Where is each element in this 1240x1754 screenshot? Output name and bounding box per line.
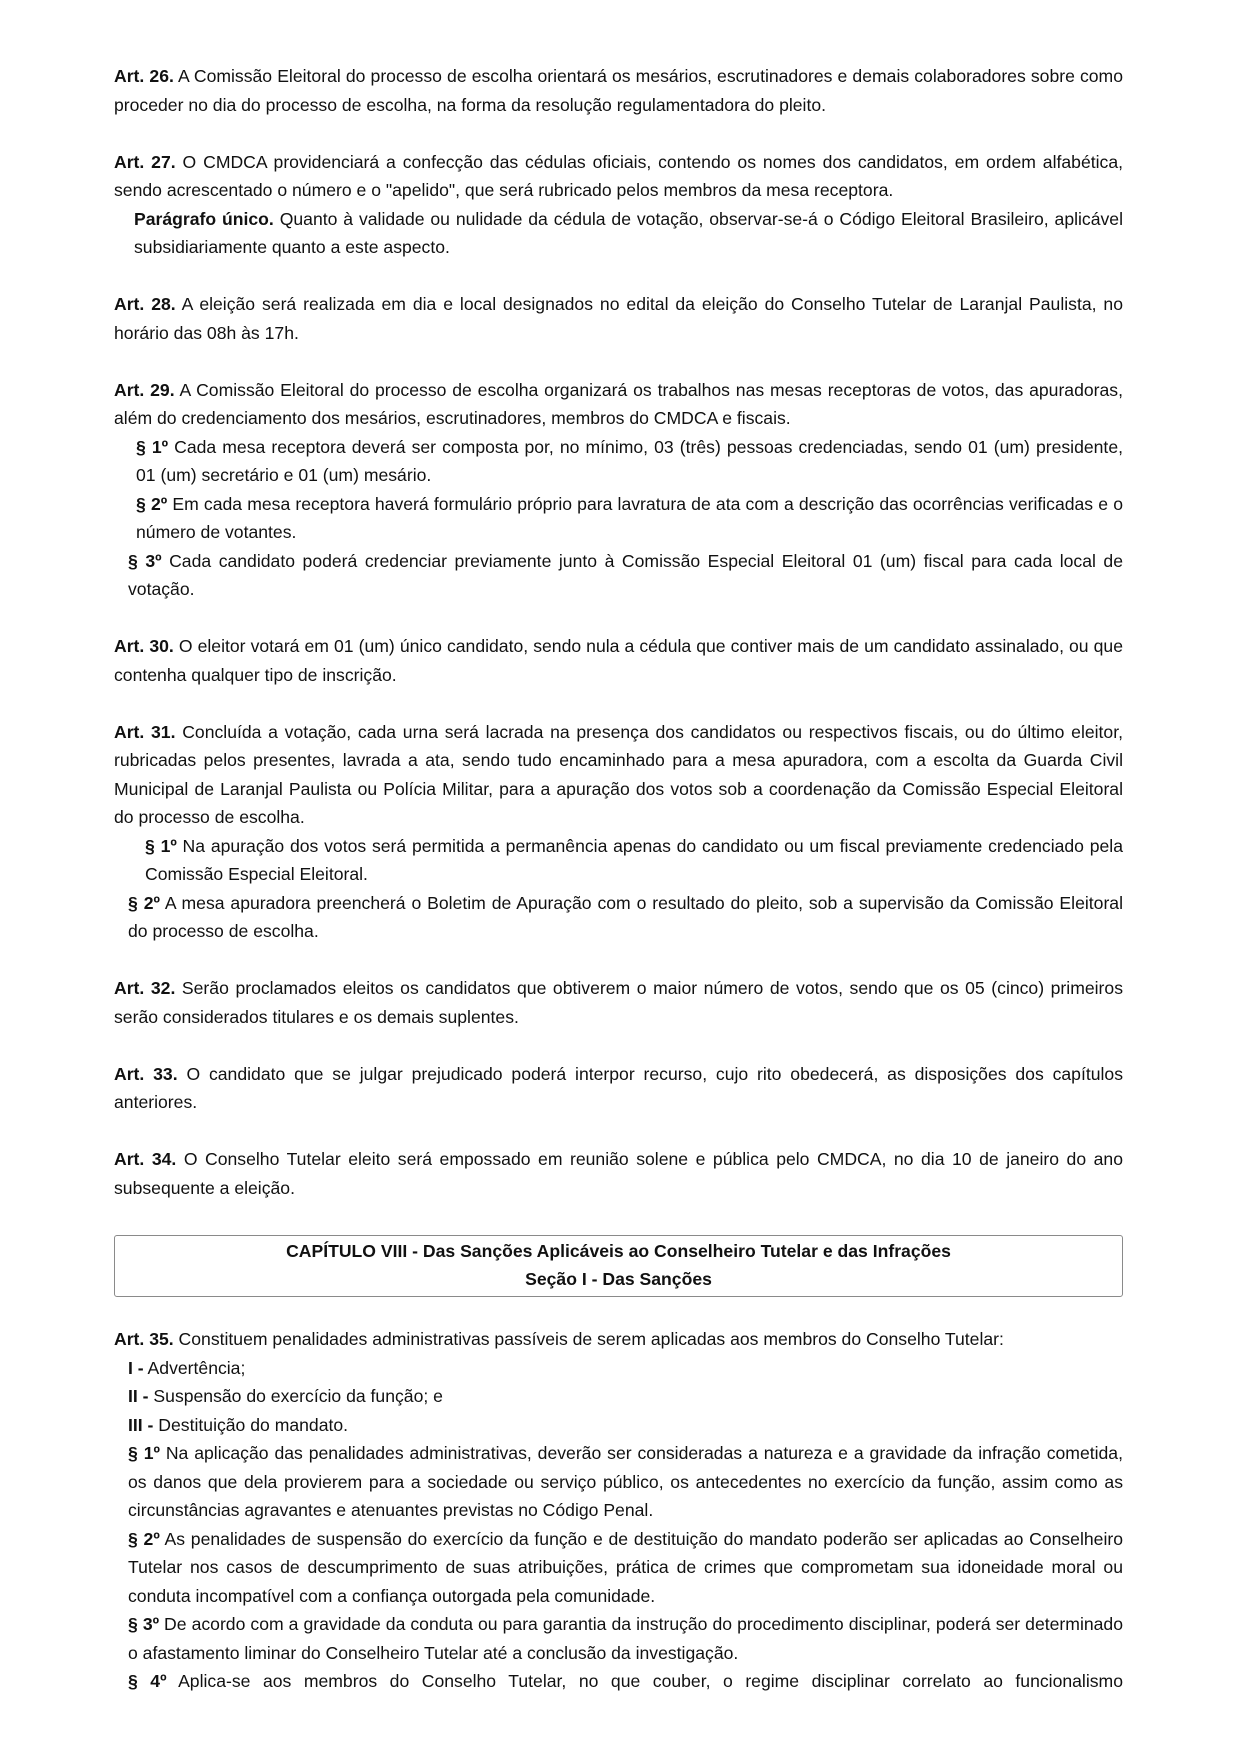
article-28 [114,290,1123,347]
item-label: III - [128,1414,154,1435]
article-number: Art. 28. [114,294,176,314]
paragraph-text: De acordo com a gravidade da conduta ou para garantia da instrução do procedimento disciplinar, poderá ser determinado o afastamento liminar do Conselheiro Tutelar até a conclusão da investigação. [128,1614,1123,1663]
article-27 [114,148,1123,205]
article-29 [114,376,1123,433]
paragraph-text: Na aplicação das penalidades administrativas, deverão ser consideradas a natureza e a gravidade da infração cometida, os danos que dela provierem para a sociedade ou serviço público, os antecedentes no exercício da função, assim como as circunstâncias agravantes e atenuantes previstas no Código Penal. [128,1443,1123,1520]
article-number: Art. 29. [114,379,175,400]
article-29-paragraph-3 [114,547,1123,604]
paragraph-label: § 1º [136,436,169,457]
paragraph-text: Aplica-se aos membros do Conselho Tutelar, no que couber, o regime disciplinar correlato ao funcionalismo [166,1671,1123,1691]
paragraph-text: Na apuração dos votos será permitida a permanência apenas do candidato ou um fiscal previamente credenciado pela Comissão Especial Eleitoral. [145,835,1123,884]
article-text: A eleição será realizada em dia e local designados no edital da eleição do Conselho Tutelar de Laranjal Paulista, no horário das 08h às 17h. [114,294,1123,343]
paragraph-label: § 2º [136,493,168,514]
article-text: O eleitor votará em 01 (um) único candidato, sendo nula a cédula que contiver mais de um candidato assinalado, ou que contenha qualquer tipo de inscrição. [114,636,1123,685]
article-31-paragraph-2 [114,889,1123,946]
paragraph-label: § 3º [128,1614,160,1634]
article-35-paragraph-2 [114,1525,1123,1611]
item-label: I - [128,1357,144,1378]
article-35-item-3 [114,1411,1123,1440]
article-35-item-1 [114,1354,1123,1383]
paragraph-label: § 2º [128,892,160,913]
paragraph-text: Cada mesa receptora deverá ser composta por, no mínimo, 03 (três) pessoas credenciadas, sendo 01 (um) presidente, 01 (um) secretário e 01 (um) mesário. [136,436,1123,485]
article-32 [114,974,1123,1031]
article-number: Art. 27. [114,151,176,172]
item-label: II - [128,1386,149,1406]
article-text: Serão proclamados eleitos os candidatos que obtiverem o maior número de votos, sendo que os 05 (cinco) primeiros serão considerados titulares e os demais suplentes. [114,978,1123,1027]
article-35-paragraph-3 [114,1610,1123,1667]
paragraph-label: § 1º [145,835,177,856]
article-26 [114,62,1123,119]
paragraph-label: Parágrafo único. [134,208,274,229]
article-27-sole-paragraph [114,205,1123,262]
article-35-paragraph-4 [114,1667,1123,1696]
article-31 [114,718,1123,832]
chapter-heading-box [114,1235,1123,1297]
article-number: Art. 33. [114,1063,178,1084]
article-29-paragraph-1 [114,433,1123,490]
document-page [114,62,1123,1696]
article-text: Concluída a votação, cada urna será lacrada na presença dos candidatos ou respectivos fiscais, ou do último eleitor, rubricadas pelos presentes, lavrada a ata, sendo tudo encaminhado para a mesa apuradora, com a escolta da Guarda Civil Municipal de Laranjal Paulista ou Polícia Militar, para a apuração dos votos sob a coordenação da Comissão Especial Eleitoral do processo de escolha. [114,721,1123,827]
paragraph-label: § 2º [128,1528,160,1549]
article-text: O candidato que se julgar prejudicado poderá interpor recurso, cujo rito obedecerá, as disposições dos capítulos anteriores. [114,1063,1124,1112]
paragraph-text: Cada candidato poderá credenciar previamente junto à Comissão Especial Eleitoral 01 (um) fiscal para cada local de votação. [128,550,1123,599]
article-text: O Conselho Tutelar eleito será empossado em reunião solene e pública pelo CMDCA, no dia 10 de janeiro do ano subsequente a eleição. [114,1149,1123,1198]
article-35-item-2 [114,1382,1123,1411]
paragraph-label: § 1º [128,1443,160,1463]
article-number: Art. 32. [114,978,176,998]
item-text: Suspensão do exercício da função; e [148,1386,443,1406]
paragraph-label: § 4º [128,1671,167,1691]
article-30 [114,632,1123,689]
paragraph-text: Quanto à validade ou nulidade da cédula de votação, observar-se-á o Código Eleitoral Brasileiro, aplicável subsidiariamente quanto a este aspecto. [134,208,1124,257]
article-text: Constituem penalidades administrativas passíveis de serem aplicadas aos membros do Conselho Tutelar: [173,1329,1004,1349]
article-34 [114,1145,1123,1202]
section-title: Seção I - Das Sanções [525,1269,712,1289]
article-number: Art. 30. [114,636,174,656]
chapter-title: CAPÍTULO VIII - Das Sanções Aplicáveis ao Conselheiro Tutelar e das Infrações [286,1240,951,1261]
article-number: Art. 34. [114,1149,177,1169]
article-31-paragraph-1 [114,832,1123,889]
item-text: Destituição do mandato. [153,1414,349,1435]
article-35 [114,1325,1123,1354]
paragraph-text: As penalidades de suspensão do exercício da função e de destituição do mandato poderão ser aplicadas ao Conselheiro Tutelar nos casos de descumprimento de suas atribuições, prática de crimes que comprometam sua idoneidade moral ou conduta incompatível com a confiança outorgada pela comunidade. [128,1528,1123,1606]
article-33 [114,1060,1123,1117]
article-29-paragraph-2 [114,490,1123,547]
article-number: Art. 26. [114,66,174,86]
paragraph-label: § 3º [128,550,162,571]
paragraph-text: A mesa apuradora preencherá o Boletim de Apuração com o resultado do pleito, sob a supervisão da Comissão Eleitoral do processo de escolha. [128,892,1123,941]
item-text: Advertência; [143,1357,246,1378]
article-number: Art. 35. [114,1329,174,1349]
article-text: A Comissão Eleitoral do processo de escolha orientará os mesários, escrutinadores e demais colaboradores sobre como proceder no dia do processo de escolha, na forma da resolução regulamentadora do pleito. [114,66,1123,115]
paragraph-text: Em cada mesa receptora haverá formulário próprio para lavratura de ata com a descrição das ocorrências verificadas e o número de votantes. [136,493,1123,542]
article-35-paragraph-1 [114,1439,1123,1525]
article-text: O CMDCA providenciará a confecção das cédulas oficiais, contendo os nomes dos candidatos, em ordem alfabética, sendo acrescentado o número e o "apelido", que será rubricado pelos membros da mesa receptora. [114,151,1123,200]
article-number: Art. 31. [114,721,176,742]
article-text: A Comissão Eleitoral do processo de escolha organizará os trabalhos nas mesas receptoras de votos, das apuradoras, além do credenciamento dos mesários, escrutinadores, membros do CMDCA e fiscais. [114,379,1123,428]
